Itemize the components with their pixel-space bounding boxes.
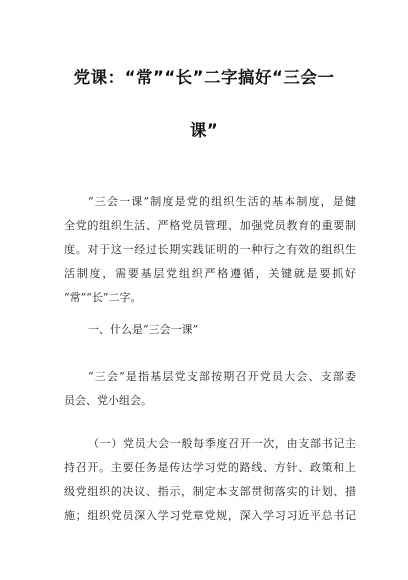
document-title-line-2: 课” — [189, 121, 219, 140]
text-line: 施；组织党员深入学习党章党规，深入学习习近平总书记 — [64, 509, 356, 522]
paragraph-three-meetings — [64, 365, 356, 413]
document-title-line-1: 党课：“常”“长”二字搞好“三会一 — [73, 68, 335, 87]
text-line: 员会、党小组会。 — [64, 394, 152, 407]
paragraph-intro — [64, 190, 356, 310]
section-heading-text: 一、什么是“三会一课” — [88, 323, 199, 336]
text-line: “三会”是指基层党支部按期召开党员大会、支部委 — [88, 370, 356, 383]
text-line: 活制度，需要基层党组织严格遵循，关键就是要抓好 — [64, 267, 356, 280]
text-line: 全党的组织生活、严格党员管理、加强党员教育的重要制 — [64, 219, 356, 232]
text-line: “三会一课”制度是党的组织生活的基本制度，是健 — [88, 195, 356, 208]
text-line: 度。对于这一经过长期实践证明的一种行之有效的组织生 — [64, 243, 356, 256]
paragraph-party-meeting — [64, 432, 356, 528]
text-line: “常”“长”二字。 — [64, 291, 142, 304]
text-line: 级党组织的决议、指示，制定本支部贯彻落实的计划、措 — [64, 485, 356, 498]
section-heading — [64, 318, 356, 342]
text-line: （一）党员大会一般每季度召开一次，由支部书记主 — [88, 437, 356, 450]
text-line: 持召开。主要任务是传达学习党的路线、方针、政策和上 — [64, 461, 356, 474]
